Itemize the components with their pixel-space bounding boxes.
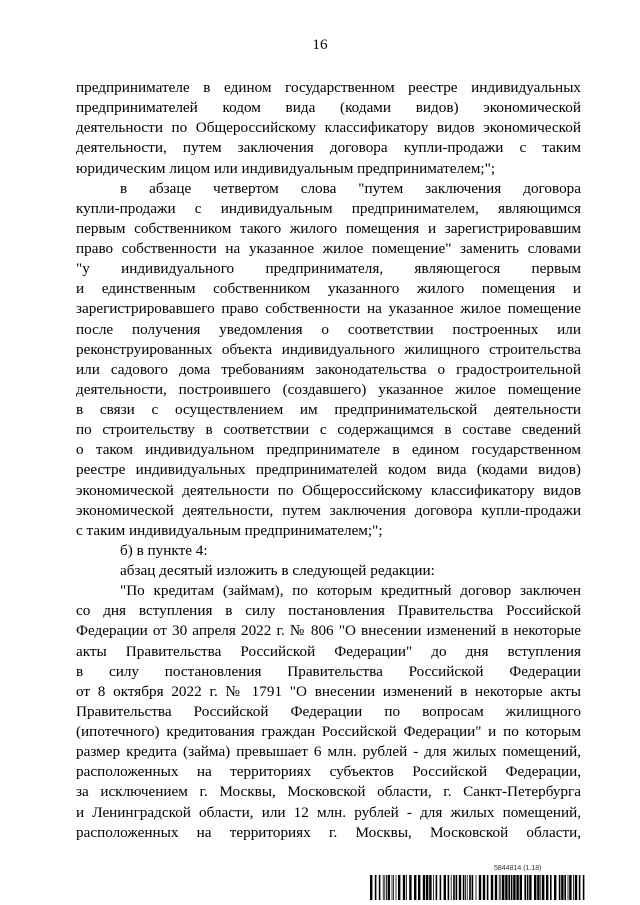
text-line: экономической деятельности, путем заключения договора купли-продажи	[76, 501, 581, 519]
barcode-bar	[511, 875, 513, 900]
barcode-bar	[414, 875, 416, 900]
text-line: купли-продажи с индивидуальным предпринимателем, являющимся	[76, 199, 581, 217]
text-line: зарегистрировавшего право собственности на указанное жилое помещение	[76, 300, 581, 318]
text-line: первым собственником такого жилого помещения и зарегистрировавшим	[76, 219, 581, 237]
barcode-bar	[456, 875, 458, 900]
barcode-bar	[398, 875, 400, 900]
text-line: "По кредитам (займам), по которым кредитный договор заключен	[120, 582, 581, 600]
barcode-icon	[370, 875, 585, 900]
barcode-bar	[520, 875, 522, 900]
paragraph	[76, 541, 581, 561]
barcode-bar	[579, 875, 581, 900]
barcode-bar	[542, 875, 544, 900]
barcode-bar	[393, 875, 394, 900]
text-line: деятельности, путем заключения договора купли-продажи с таким	[76, 139, 581, 157]
barcode-bar	[386, 875, 387, 900]
text-line: б) в пункте 4:	[120, 541, 208, 559]
text-line: размер кредита (займа) превышает 6 млн. рублей - для жилых помещений,	[76, 743, 581, 761]
barcode-bar	[451, 875, 452, 900]
barcode-bar	[465, 875, 466, 900]
barcode-bar	[483, 875, 485, 900]
barcode-bar	[392, 875, 393, 900]
text-line: Федерации от 30 апреля 2022 г. № 806 "О внесении изменений в некоторые	[76, 622, 581, 640]
barcode-bar	[469, 875, 471, 900]
text-line: деятельности по Общероссийскому классификатору видов экономической	[76, 119, 581, 137]
barcode-bar	[384, 875, 385, 900]
text-line: в силу постановления Правительства Российской Федерации	[76, 662, 581, 680]
barcode-bar	[403, 875, 405, 900]
text-line: предпринимателе в едином государственном реестре индивидуальных	[76, 79, 581, 96]
page-number: 16	[312, 36, 328, 53]
barcode-bar	[527, 875, 529, 900]
text-line: экономической деятельности по Общероссийскому классификатору видов	[76, 481, 581, 499]
barcode-bar	[379, 875, 381, 900]
text-line: и единственным собственником указанного жилого помещения и	[76, 280, 581, 298]
text-line: "у индивидуального предпринимателя, являющегося первым	[76, 260, 581, 278]
text-line: о таком индивидуальном предпринимателе в едином государственном	[76, 441, 581, 459]
barcode-bar	[436, 875, 438, 900]
barcode-bar	[524, 875, 526, 900]
text-line: реестре индивидуальных предпринимателей кодом вида (кодами видов)	[76, 461, 581, 479]
barcode-bar	[491, 875, 493, 900]
barcode-bar	[534, 875, 536, 900]
text-line: реконструированных объекта индивидуального жилищного строительства	[76, 340, 581, 358]
text-line: абзац десятый изложить в следующей редакции:	[120, 562, 435, 579]
text-line: по строительству в соответствии с содержащимся в составе сведений	[76, 421, 581, 439]
barcode-bar	[564, 875, 566, 900]
paragraph	[76, 179, 581, 541]
barcode-bar	[502, 875, 504, 900]
barcode-bar	[537, 875, 539, 900]
barcode-bar	[546, 875, 548, 900]
barcode-bar	[568, 875, 569, 900]
text-line: и Ленинградской области, или 12 млн. рублей - для жилых помещений,	[76, 803, 581, 821]
barcode-bar	[426, 875, 428, 900]
text-line: (ипотечного) кредитования граждан Российской Федерации" и по которым	[76, 723, 581, 740]
text-line: акты Правительства Российской Федерации" до дня вступления	[76, 642, 581, 660]
barcode-bar	[444, 875, 446, 900]
text-line: или садового дома требованиям законодательства о градостроительной	[76, 360, 581, 378]
barcode-bar	[500, 875, 501, 900]
barcode-bar	[448, 875, 450, 900]
barcode-bar	[508, 875, 510, 900]
text-line: за исключением г. Москвы, Московской области, г. Санкт-Петербурга	[76, 783, 581, 801]
paragraph	[76, 561, 581, 581]
barcode-bar	[550, 875, 552, 900]
barcode-bar	[433, 875, 434, 900]
barcode-bar	[476, 875, 477, 900]
barcode-bar	[463, 875, 465, 900]
text-line: со дня вступления в силу постановления Правительства Российской	[76, 602, 581, 620]
barcode-bar	[495, 875, 497, 900]
barcode-bar	[418, 875, 420, 900]
barcode-bar	[472, 875, 474, 900]
barcode-bar	[383, 875, 384, 900]
barcode-bar	[554, 875, 556, 900]
barcode-bar	[479, 875, 481, 900]
barcode-bar	[499, 875, 500, 900]
barcode-bar	[561, 875, 563, 900]
barcode-bar	[370, 875, 372, 900]
barcode-bar	[513, 875, 515, 900]
barcode-bar	[423, 875, 425, 900]
text-line: с таким индивидуальным предпринимателем;";	[76, 521, 383, 539]
text-line: право собственности на указанное жилое помещение" заменить словами	[76, 240, 581, 257]
barcode-bar	[505, 875, 507, 900]
barcode-bar	[388, 875, 390, 900]
text-line: юридическим лицом или индивидуальным предпринимателем;";	[76, 159, 496, 177]
document-code: 5844814 (1.18)	[494, 865, 542, 872]
barcode-bar	[573, 875, 574, 900]
barcode-bar	[396, 875, 397, 900]
text-line: в абзаце четвертом слова "путем заключения договора	[120, 179, 581, 197]
barcode-bar	[453, 875, 455, 900]
barcode-bar	[467, 875, 468, 900]
barcode-bar	[575, 875, 577, 900]
text-line: деятельности, построившего (создавшего) указанное жилое помещение	[76, 380, 581, 398]
barcode-bar	[459, 875, 461, 900]
barcode-bar	[487, 875, 489, 900]
document-body	[76, 78, 581, 843]
barcode-bar	[540, 875, 541, 900]
barcode-bar	[516, 875, 518, 900]
barcode-bar	[583, 875, 585, 900]
barcode-bar	[409, 875, 411, 900]
barcode-bar	[375, 875, 377, 900]
text-line: в связи с осуществлением им предпринимательской деятельности	[76, 401, 581, 418]
text-line: расположенных на территориях субъектов Российской Федерации,	[76, 763, 581, 781]
paragraph	[76, 78, 581, 179]
text-line: Правительства Российской Федерации по вопросам жилищного	[76, 702, 581, 720]
barcode-bar	[559, 875, 561, 900]
text-line: расположенных на территориях г. Москвы, Московской области,	[76, 823, 581, 841]
text-line: после получения уведомления о соответствии построенных или	[76, 320, 581, 338]
text-line: предпринимателей кодом вида (кодами видов) экономической	[76, 99, 581, 117]
barcode-bar	[529, 875, 531, 900]
barcode-bar	[406, 875, 407, 900]
paragraph	[76, 581, 581, 843]
barcode-bar	[440, 875, 442, 900]
text-line: от 8 октября 2022 г. № 1791 "О внесении изменений в некоторые акты	[76, 682, 581, 700]
barcode-bar	[429, 875, 431, 900]
barcode-bar	[569, 875, 571, 900]
